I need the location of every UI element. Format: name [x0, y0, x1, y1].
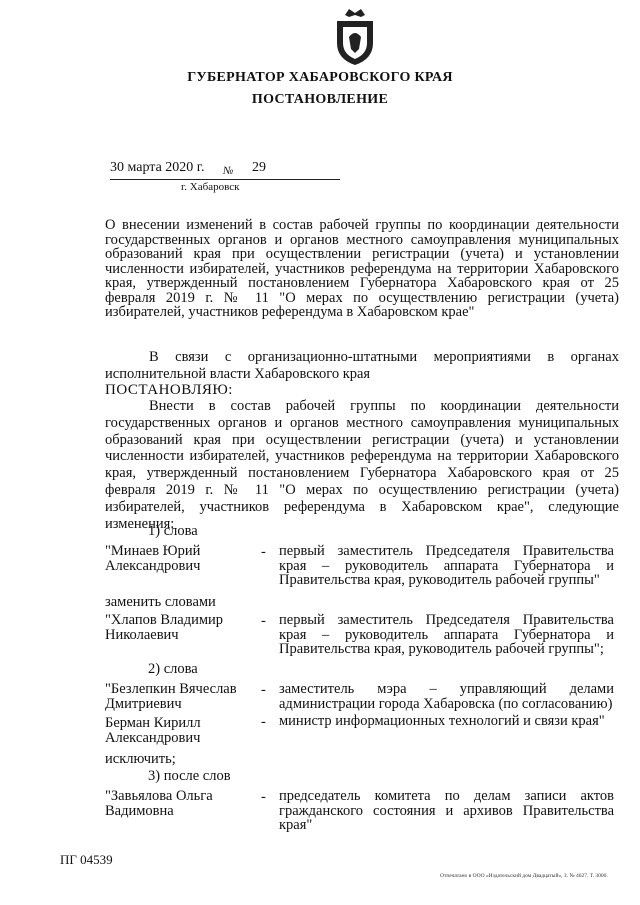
dash: -	[261, 544, 266, 560]
person-2-name: "Хлапов Владимир Николаевич	[105, 612, 224, 643]
item-2-label: 2) слова	[148, 661, 198, 677]
person-4-name: Берман Кирилл Александрович	[105, 715, 201, 746]
person-5-name: "Завьялова Ольга Вадимовна	[105, 788, 213, 819]
person-3-name: "Безлепкин Вячеслав Дмитриевич	[105, 681, 237, 712]
exclude-label: исключить;	[105, 751, 176, 767]
dash: -	[261, 714, 266, 730]
form-code: ПГ 04539	[60, 852, 113, 867]
preamble-paragraph: В связи с организационно-штатными мероприятиями в органах исполнительной власти Хабаровского края	[105, 349, 619, 382]
number-label: №	[223, 165, 234, 177]
replace-with-label: заменить словами	[105, 594, 216, 610]
person-1-name: "Минаев Юрий Александрович	[105, 543, 201, 574]
decree-word: ПОСТАНОВЛЯЮ:	[105, 382, 233, 398]
document-city: г. Хабаровск	[181, 181, 240, 193]
dash: -	[261, 682, 266, 698]
printer-imprint: Отпечатано в ООО «Издательский дом Двадцатый», З. № 4627. Т. 3000.	[440, 873, 608, 879]
dash: -	[261, 613, 266, 629]
document-date: 30 марта 2020 г.	[110, 160, 205, 175]
main-paragraph: Внести в состав рабочей группы по координации деятельности государственных органов и органов местного самоуправления муниципальных образований края при осуществлении регистрации (учета) и установлении численности избирателей, участников референдума на территории Хабаровского края, утвержденный постановлением Губернатора Хабаровского края от 25 февраля 2019 г. № 11 "О мерах по осуществлению регистрации (учета) избирателей, участников референдума в Хабаровском крае", следующие изменения:	[105, 398, 619, 532]
coat-of-arms-emblem	[331, 5, 379, 67]
dash: -	[261, 789, 266, 805]
document-subject: О внесении изменений в состав рабочей группы по координации деятельности государственных органов и органов местного самоуправления муниципальных образований края при осуществлении регистрации (учета) и установлении численности избирателей, участников референдума на территории Хабаровского края, утвержденный постановлением Губернатора Хабаровского края от 25 февраля 2019 г. № 11 "О мерах по осуществлению регистрации (учета) избирателей, участников референдума в Хабаровском крае"	[105, 217, 619, 320]
authority-title: ГУБЕРНАТОР ХАБАРОВСКОГО КРАЯ	[187, 70, 453, 85]
person-4-position: министр информационных технологий и связи края"	[279, 713, 605, 729]
person-3-position: заместитель мэра – управляющий делами администрации города Хабаровска (по согласованию)	[279, 681, 614, 712]
document-number: 29	[252, 160, 266, 175]
document-type: ПОСТАНОВЛЕНИЕ	[251, 92, 389, 107]
person-2-position: первый заместитель Председателя Правительства края – руководитель аппарата Губернатора и Правительства края, руководитель рабочей группы";	[279, 612, 614, 657]
item-1-label: 1) слова	[148, 523, 198, 539]
person-5-position: председатель комитета по делам записи актов гражданского состояния и архивов Правительства края"	[279, 788, 614, 833]
person-1-position: первый заместитель Председателя Правительства края – руководитель аппарата Губернатора и Правительства края, руководитель рабочей группы"	[279, 543, 614, 588]
item-3-label: 3) после слов	[148, 768, 231, 784]
